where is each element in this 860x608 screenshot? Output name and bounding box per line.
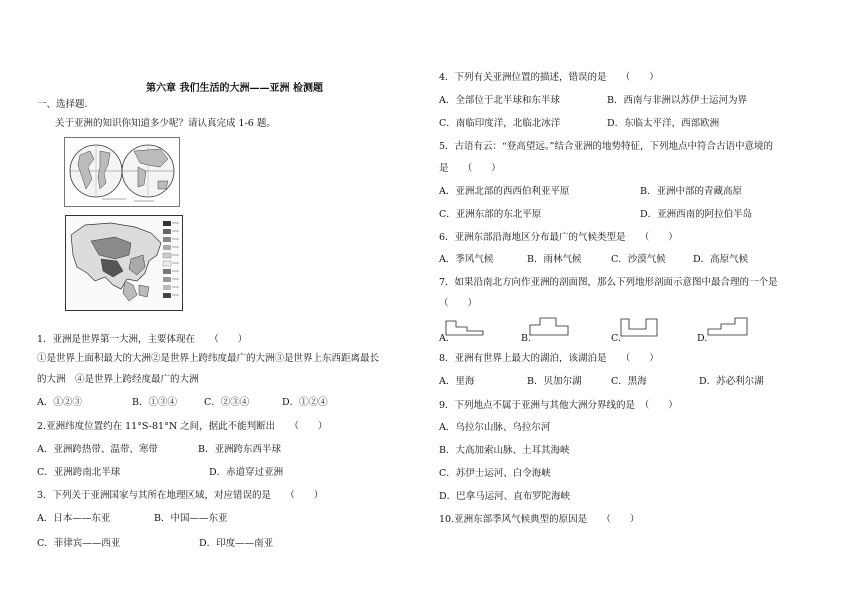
globe-map-figure [64,137,180,207]
q1-stem: 1．亚洲是世界第一大洲，主要体现在 （ ） [37,334,248,345]
q2-option-b: B．亚洲跨东西半球 [198,444,281,455]
q8-option-a: A．里海 [439,376,475,387]
q3-option-a: A．日本——东亚 [37,513,111,524]
q1-statement-line1: ①是世界上面积最大的大洲②是世界上跨纬度最广的大洲③是世界上东西距离最长 [37,353,380,364]
q5-option-b: B．亚洲中部的青藏高原 [640,186,742,197]
q9-option-b: B．大高加索山脉、土耳其海峡 [439,445,570,456]
q1-option-c: C．②③④ [204,397,250,408]
q8-option-c: C．黑海 [611,376,647,387]
q5-option-c: C．亚洲东部的东北平原 [439,209,542,220]
q7-option-c: C. [611,333,621,344]
q7-profile-c [620,317,660,337]
q5-stem: 5．古语有云：“登高望远。”结合亚洲的地势特征，下列地点中符合古语中意境的 [439,141,774,152]
q7-profile-d [707,316,749,336]
q9-stem: 9．下列地点不属于亚洲与其他大洲分界线的是 （ ） [439,400,678,411]
q1-option-a: A．①②③ [37,397,82,408]
q3-stem: 3．下列关于亚洲国家与其所在地理区域，对应错误的是 （ ） [37,490,324,501]
q4-option-c: C．南临印度洋，北临北冰洋 [439,118,561,129]
q5-option-d: D．亚洲西南的阿拉伯半岛 [640,209,753,220]
q4-option-b: B．西南与非洲以苏伊士运河为界 [607,95,747,106]
q6-option-c: C．沙漠气候 [611,254,666,265]
q1-option-b: B．①③④ [132,397,177,408]
q2-stem: 2.亚洲纬度位置约在 11°S-81°N 之间，据此不能判断出 （ ） [37,421,328,432]
q1-statement-line2: 的大洲 ④是世界上跨经度最广的大洲 [37,374,199,385]
q9-option-d: D．巴拿马运河、直布罗陀海峡 [439,491,571,502]
q7-profile-a [445,318,485,336]
q7-option-b: B. [521,333,532,344]
q4-stem: 4．下列有关亚洲位置的描述，错误的是 （ ） [439,72,659,83]
q6-option-b: B．雨林气候 [527,254,582,265]
q10-stem: 10.亚洲东部季风气候典型的原因是 （ ） [439,514,640,525]
q6-option-d: D．高原气候 [693,254,749,265]
q1-option-d: D．①②④ [282,397,328,408]
q9-option-a: A．乌拉尔山脉、乌拉尔河 [439,422,551,433]
q5-option-a: A．亚洲北部的西西伯利亚平原 [439,186,570,197]
q4-option-a: A．全部位于北半球和东半球 [439,95,560,106]
q8-option-d: D．苏必利尔湖 [699,376,764,387]
q8-stem: 8．亚洲有世界上最大的湖泊，该湖泊是 （ ） [439,353,659,364]
q3-option-c: C．菲律宾——西亚 [37,538,121,549]
q6-option-a: A．季风气候 [439,254,494,265]
q3-option-d: D．印度——南亚 [199,538,274,549]
q7-stem: 7．如果沿南北方向作亚洲的剖面图，那么下列地形剖面示意图中最合理的一个是 [439,277,778,288]
q6-stem: 6．亚洲东部沿海地区分布最广的气候类型是 （ ） [439,232,678,243]
page-title: 第六章 我们生活的大洲——亚洲 检测题 [146,83,323,94]
q5-stem-line2: 是 （ ） [439,163,501,174]
q7-profile-b [529,316,569,336]
section-heading: 一、选择题. [37,99,88,110]
q9-option-c: C．苏伊士运河、白令海峡 [439,468,551,479]
q2-option-d: D．赤道穿过亚洲 [209,467,284,478]
q7-stem-line2: （ ） [439,298,478,309]
q4-option-d: D．东临太平洋，西部欧洲 [607,118,720,129]
q8-option-b: B．贝加尔湖 [527,376,582,387]
intro-text: 关于亚洲的知识你知道多少呢？请认真完成 1-6 题。 [55,118,276,129]
q7-option-d: D. [697,333,708,344]
q7-option-a: A. [439,333,449,344]
asia-climate-map [65,215,183,311]
q2-option-a: A．亚洲跨热带、温带、寒带 [37,444,158,455]
q2-option-c: C．亚洲跨南北半球 [37,467,121,478]
q3-option-b: B．中国——东亚 [154,513,228,524]
